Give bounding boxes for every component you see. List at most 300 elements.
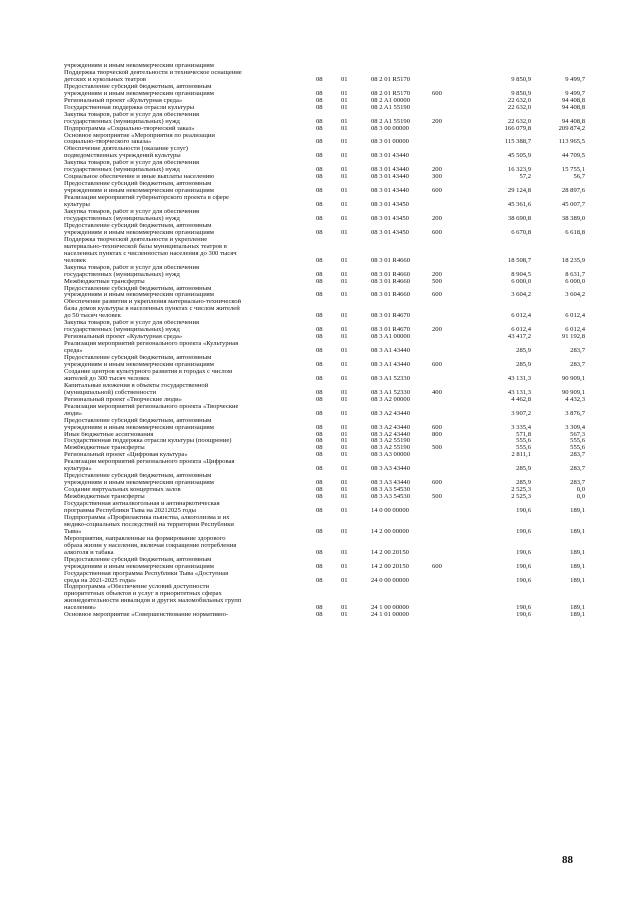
table-row	[64, 501, 599, 515]
expense-type-cell	[432, 584, 464, 612]
table-row	[64, 473, 599, 487]
section-code-cell: 08	[316, 423, 323, 431]
section-code-cell: 08	[316, 104, 323, 111]
sum-second-cell: 91 192,8	[561, 334, 585, 341]
section-code-cell: 08	[316, 347, 323, 355]
sum-first-cell: 3 907,2	[511, 409, 531, 417]
sum-first-cell: 190,6	[516, 527, 531, 535]
subsection-code-cell: 01	[341, 388, 348, 396]
expense-type-cell	[432, 237, 464, 265]
sum-second-cell: 113 965,5	[558, 138, 585, 146]
expense-type-cell	[432, 146, 464, 160]
row-name-cell: Социальное обеспечение и иные выплаты населению	[64, 174, 215, 181]
table-row	[64, 452, 599, 459]
subsection-code-cell: 01	[341, 562, 348, 570]
table-row	[64, 571, 599, 585]
section-code-cell: 08	[316, 256, 323, 264]
row-name-cell: Государственная антиалкогольная и антинаркотическая программа Республики Тыва на 20212025 годы	[64, 501, 220, 514]
sum-first-cell: 190,6	[516, 612, 531, 619]
target-article-cell: 08 3 01 43450	[371, 228, 409, 236]
target-article-cell: 08 3 A3 54530	[371, 487, 411, 494]
sum-second-cell: 15 755,1	[561, 166, 585, 174]
expense-type-cell	[432, 452, 464, 459]
subsection-code-cell: 01	[341, 604, 348, 612]
target-article-cell: 14 0 00 00000	[371, 507, 409, 514]
sum-first-cell: 6 012,4	[511, 312, 531, 320]
row-name-cell: Закупка товаров, работ и услуг для обеспечения государственных (муниципальных) нужд	[64, 160, 200, 174]
target-article-cell	[371, 63, 432, 70]
section-code-cell: 08	[316, 89, 323, 97]
sum-first-cell: 45 361,6	[507, 201, 531, 209]
section-code-cell: 08	[316, 75, 323, 83]
expense-type-cell: 600	[432, 479, 442, 487]
subsection-code-cell: 01	[341, 507, 348, 514]
sum-first-cell: 285,9	[516, 360, 531, 368]
table-row	[64, 265, 599, 279]
table-row	[64, 369, 599, 383]
row-name-cell: Реализация мероприятий регионального проекта «Творческие люди»	[64, 403, 239, 417]
sum-first-cell: 57,2	[519, 174, 531, 181]
sum-first-cell: 285,9	[516, 347, 531, 355]
sum-first-cell: 190,6	[516, 562, 531, 570]
section-code-cell: 08	[316, 604, 323, 612]
expense-type-cell	[432, 299, 464, 320]
expense-type-cell	[432, 133, 464, 147]
expense-type-cell: 200	[432, 166, 442, 174]
sum-first-cell: 6 670,8	[511, 228, 531, 236]
expense-type-cell	[432, 571, 464, 585]
subsection-code-cell: 01	[341, 347, 348, 355]
table-row	[64, 70, 599, 84]
row-name-cell: Предоставление субсидий бюджетным, автономным учреждениям и иным некоммерческим организациям	[64, 473, 214, 487]
target-article-cell: 08 3 A1 00000	[371, 334, 411, 341]
subsection-code-cell: 01	[341, 487, 348, 494]
expense-type-cell	[432, 612, 464, 619]
row-name-cell: Основное мероприятие «Мероприятия по реализации социально-творческого заказа»	[64, 132, 215, 146]
section-code-cell: 08	[316, 396, 323, 403]
sum-first-cell: 45 505,9	[507, 152, 531, 160]
section-code-cell: 08	[316, 438, 323, 445]
sum-first-cell: 555,6	[516, 438, 531, 445]
expense-type-cell	[432, 126, 464, 133]
section-code-cell: 08	[316, 374, 323, 382]
expense-type-cell	[432, 501, 464, 515]
table-row	[64, 320, 599, 334]
sum-second-cell: 283,7	[570, 452, 585, 459]
section-code-cell: 08	[316, 152, 323, 160]
sum-first-cell: 43 417,2	[507, 334, 531, 341]
table-row	[64, 418, 599, 432]
expense-type-cell	[432, 63, 464, 70]
section-code-cell: 08	[316, 612, 323, 619]
target-article-cell: 08 3 A2 00000	[371, 396, 411, 403]
row-name-cell: Предоставление субсидий бюджетным, автономным учреждениям и иным некоммерческим организациям	[64, 285, 214, 299]
section-code-cell: 08	[316, 360, 323, 368]
budget-table-body	[64, 63, 599, 619]
expense-type-cell	[432, 397, 464, 404]
target-article-cell: 08 2 01 R5170	[371, 75, 411, 83]
subsection-code-cell: 01	[341, 125, 348, 132]
table-row	[64, 494, 599, 501]
row-name-cell: Поддержка творческой деятельности и укрепление материально-технической базы муниципальных театров в населенных пунктах с численностью населения до 300 тысяч человек	[64, 236, 237, 264]
row-name-cell: Региональный проект «Культурная среда»	[64, 97, 183, 104]
expense-type-cell: 200	[432, 214, 442, 222]
sum-first-cell: 8 904,5	[511, 270, 531, 278]
sum-first-cell: 190,6	[516, 576, 531, 584]
target-article-cell: 08 3 01 43450	[371, 214, 409, 222]
sum-second-cell: 18 235,9	[561, 256, 585, 264]
row-name-cell: Закупка товаров, работ и услуг для обеспечения государственных (муниципальных) нужд	[64, 111, 200, 125]
target-article-cell: 24 1 00 00000	[371, 604, 409, 612]
row-name-cell: Государственная поддержка отрасли культуры	[64, 104, 195, 111]
row-name-cell: Закупка товаров, работ и услуг для обеспечения государственных (муниципальных) нужд	[64, 320, 200, 334]
section-code-cell: 08	[316, 270, 323, 278]
section-code-cell: 08	[316, 388, 323, 396]
row-name-cell: Закупка товаров, работ и услуг для обеспечения государственных (муниципальных) нужд	[64, 264, 200, 278]
target-article-cell: 08 3 01 R4660	[371, 278, 411, 285]
sum-second-cell: 4 432,3	[565, 396, 585, 403]
subsection-code-cell: 01	[341, 423, 348, 431]
subsection-code-cell: 01	[341, 214, 348, 222]
target-article-cell: 08 3 01 43450	[371, 201, 409, 209]
table-row	[64, 584, 599, 612]
row-name-cell: Реализация мероприятий регионального проекта «Культурная среда»	[64, 341, 239, 355]
target-article-cell: 08 3 01 43440	[371, 152, 409, 160]
row-name-cell: Капитальные вложения в объекты государственной (муниципальной) собственности	[64, 382, 209, 396]
row-name-cell: Региональный проект «Цифровая культура»	[64, 452, 188, 459]
sum-first-cell: 2 525,3	[511, 487, 531, 494]
sum-second-cell: 3 604,2	[565, 291, 585, 299]
sum-second-cell: 189,1	[570, 612, 585, 619]
table-row	[64, 105, 599, 112]
table-row	[64, 536, 599, 557]
subsection-code-cell: 01	[341, 548, 348, 556]
section-code-cell: 08	[316, 494, 323, 501]
table-row	[64, 383, 599, 397]
sum-second-cell: 94 408,8	[561, 104, 585, 111]
row-name-cell: Реализация мероприятий регионального проекта «Цифровая культура»	[64, 459, 235, 473]
row-name-cell: Межбюджетные трансферты	[64, 494, 145, 501]
sum-first-cell: 38 690,8	[507, 214, 531, 222]
sum-second-cell: 567,3	[570, 431, 585, 438]
target-article-cell: 08 3 01 R4670	[371, 326, 411, 334]
sum-second-cell: 283,7	[570, 347, 585, 355]
sum-first-cell: 190,6	[516, 507, 531, 514]
sum-first-cell: 2 525,3	[511, 494, 531, 501]
row-name-cell: Основное мероприятие «Совершенствование нормативно-	[64, 612, 229, 619]
section-code-cell: 08	[316, 278, 323, 285]
target-article-cell: 24 1 01 00000	[371, 612, 409, 619]
subsection-code-cell: 01	[341, 104, 348, 111]
table-row	[64, 404, 599, 418]
table-row	[64, 174, 599, 181]
sum-first-cell: 16 323,9	[507, 166, 531, 174]
table-row	[64, 146, 599, 160]
subsection-code-cell: 01	[341, 138, 348, 146]
table-row	[64, 341, 599, 355]
sum-second-cell: 283,7	[570, 465, 585, 473]
table-row	[64, 397, 599, 404]
sum-first-cell: 2 811,1	[511, 452, 531, 459]
section-code-cell: 08	[316, 576, 323, 584]
section-code-cell: 08	[316, 201, 323, 209]
expense-type-cell	[432, 404, 464, 418]
subsection-code-cell: 01	[341, 89, 348, 97]
sum-first-cell: 285,9	[516, 465, 531, 473]
sum-second-cell: 94 408,8	[561, 97, 585, 104]
section-code-cell: 08	[316, 548, 323, 556]
table-row	[64, 84, 599, 98]
target-article-cell: 08 3 A2 43440	[371, 423, 411, 431]
sum-first-cell: 190,6	[516, 548, 531, 556]
table-row	[64, 237, 599, 265]
expense-type-cell: 600	[432, 291, 442, 299]
subsection-code-cell: 01	[341, 75, 348, 83]
section-code-cell: 08	[316, 312, 323, 320]
row-name-cell: Подпрограмма «Социально-творческий заказ»	[64, 125, 195, 132]
subsection-code-cell: 01	[341, 479, 348, 487]
sum-first-cell: 22 632,0	[507, 97, 531, 104]
section-code-cell: 08	[316, 326, 323, 334]
table-row	[64, 160, 599, 174]
target-article-cell: 08 3 01 43440	[371, 166, 409, 174]
table-row	[64, 195, 599, 209]
row-name-cell: Обеспечение развития и укрепления материально-технической базы домов культуры в населенных пунктах с числом жителей до 50 тысяч человек	[64, 299, 242, 320]
sum-second-cell: 8 631,7	[565, 270, 585, 278]
table-row	[64, 557, 599, 571]
target-article-cell: 08 3 01 00000	[371, 138, 409, 146]
section-code-cell: 08	[316, 487, 323, 494]
section-code-cell: 08	[316, 562, 323, 570]
sum-second-cell: 555,6	[570, 445, 585, 452]
expense-type-cell: 400	[432, 388, 442, 396]
subsection-code-cell: 01	[341, 291, 348, 299]
target-article-cell: 08 3 A3 43440	[371, 465, 411, 473]
subsection-code-cell: 01	[341, 452, 348, 459]
subsection-code-cell: 01	[341, 360, 348, 368]
row-name-cell: Региональный проект «Культурная среда»	[64, 334, 183, 341]
sum-second-cell: 94 408,8	[561, 117, 585, 125]
table-row	[64, 445, 599, 452]
sum-second-cell: 3 876,7	[565, 409, 585, 417]
target-article-cell: 08 3 00 00000	[371, 125, 409, 132]
row-name-cell: Иные бюджетные ассигнования	[64, 431, 154, 438]
subsection-code-cell: 01	[341, 527, 348, 535]
subsection-code-cell: 01	[341, 445, 348, 452]
table-row	[64, 487, 599, 494]
sum-second-cell: 189,1	[570, 604, 585, 612]
table-row	[64, 432, 599, 439]
expense-type-cell	[432, 487, 464, 494]
expense-type-cell: 600	[432, 89, 442, 97]
sum-first-cell: 166 079,8	[504, 125, 531, 132]
expense-type-cell	[432, 459, 464, 473]
expense-type-cell: 600	[432, 360, 442, 368]
sum-second-cell: 9 499,7	[565, 89, 585, 97]
expense-type-cell: 200	[432, 326, 442, 334]
target-article-cell: 08 2 A1 55190	[371, 117, 411, 125]
expense-type-cell	[432, 334, 464, 341]
expense-type-cell	[432, 438, 464, 445]
sum-second-cell: 9 499,7	[565, 75, 585, 83]
sum-first-cell: 571,8	[516, 431, 531, 438]
section-code-cell: 08	[316, 465, 323, 473]
row-name-cell: Государственная программа Республики Тыва «Доступная среда на 2021-2025 годы»	[64, 570, 229, 584]
section-code-cell: 08	[316, 334, 323, 341]
subsection-code-cell: 01	[341, 465, 348, 473]
subsection-code-cell: 01	[341, 174, 348, 181]
section-code-cell: 08	[316, 117, 323, 125]
expense-type-cell: 300	[432, 174, 442, 181]
target-article-cell: 08 3 A3 54530	[371, 494, 411, 501]
sum-second-cell: 90 909,1	[561, 388, 585, 396]
section-code-cell: 08	[316, 187, 323, 195]
expense-type-cell: 200	[432, 270, 442, 278]
target-article-cell: 08 3 01 R4660	[371, 291, 411, 299]
table-row	[64, 126, 599, 133]
sum-first-cell: 190,6	[516, 604, 531, 612]
table-row	[64, 286, 599, 300]
section-code-cell: 08	[316, 527, 323, 535]
target-article-cell: 08 3 A1 52330	[371, 374, 411, 382]
section-code-cell: 08	[316, 409, 323, 417]
row-name-cell: Предоставление субсидий бюджетным, автономным учреждениям и иным некоммерческим организациям	[64, 83, 214, 97]
subsection-code-cell: 01	[341, 270, 348, 278]
subsection-code-cell: 01	[341, 97, 348, 104]
sum-second-cell: 189,1	[570, 576, 585, 584]
expense-type-cell	[432, 98, 464, 105]
sum-first-cell: 22 632,0	[507, 104, 531, 111]
subsection-code-cell: 01	[341, 438, 348, 445]
sum-second-cell: 0,0	[576, 487, 585, 494]
sum-second-cell: 6 012,4	[565, 312, 585, 320]
expense-type-cell	[432, 515, 464, 536]
section-code-cell	[316, 63, 341, 70]
section-code-cell: 08	[316, 445, 323, 452]
subsection-code-cell	[341, 63, 371, 70]
subsection-code-cell: 01	[341, 117, 348, 125]
subsection-code-cell: 01	[341, 312, 348, 320]
page-number: 88	[562, 854, 573, 866]
row-name-cell: Закупка товаров, работ и услуг для обеспечения государственных (муниципальных) нужд	[64, 209, 200, 222]
subsection-code-cell: 01	[341, 152, 348, 160]
sum-second-cell: 28 897,6	[561, 187, 585, 195]
section-code-cell: 08	[316, 479, 323, 487]
sum-second-cell: 56,7	[573, 174, 585, 181]
row-name-cell: Создание виртуальных концертных залов	[64, 487, 181, 494]
sum-second-cell	[531, 63, 599, 70]
section-code-cell: 08	[316, 97, 323, 104]
target-article-cell: 14 2 00 20150	[371, 548, 409, 556]
target-article-cell: 08 3 A1 43440	[371, 347, 411, 355]
sum-first-cell: 29 124,8	[507, 187, 531, 195]
sum-second-cell: 0,0	[576, 494, 585, 501]
expense-type-cell: 500	[432, 445, 442, 452]
expense-type-cell: 600	[432, 187, 442, 195]
sum-first-cell: 9 850,9	[511, 75, 531, 83]
row-name-cell: Межбюджетные трансферты	[64, 278, 145, 285]
target-article-cell: 14 2 00 00000	[371, 527, 409, 535]
section-code-cell: 08	[316, 125, 323, 132]
sum-first-cell: 555,6	[516, 445, 531, 452]
subsection-code-cell: 01	[341, 201, 348, 209]
sum-first-cell: 4 462,8	[511, 396, 531, 403]
table-row	[64, 209, 599, 223]
sum-second-cell: 6 012,4	[565, 326, 585, 334]
section-code-cell: 08	[316, 138, 323, 146]
expense-type-cell: 600	[432, 562, 442, 570]
row-name-cell: Предоставление субсидий бюджетным, автономным учреждениям и иным некоммерческим организациям	[64, 417, 214, 431]
target-article-cell: 08 3 A1 52330	[371, 388, 411, 396]
subsection-code-cell: 01	[341, 494, 348, 501]
target-article-cell: 08 3 01 43440	[371, 187, 409, 195]
row-name-cell: учреждениям и иным некоммерческим организациям	[64, 63, 214, 69]
sum-second-cell: 555,6	[570, 438, 585, 445]
target-article-cell: 08 3 01 R4670	[371, 312, 411, 320]
row-name-cell: Предоставление субсидий бюджетным, автономным учреждениям и иным некоммерческим организациям	[64, 181, 214, 195]
table-row	[64, 63, 599, 70]
subsection-code-cell: 01	[341, 409, 348, 417]
expense-type-cell	[432, 70, 464, 84]
sum-second-cell: 283,7	[570, 360, 585, 368]
sum-second-cell: 189,1	[570, 562, 585, 570]
sum-second-cell: 283,7	[570, 479, 585, 487]
target-article-cell: 24 0 00 00000	[371, 576, 409, 584]
sum-second-cell: 6 618,8	[565, 228, 585, 236]
subsection-code-cell: 01	[341, 256, 348, 264]
row-name-cell: Межбюджетные трансферты	[64, 445, 145, 452]
row-name-cell: Предоставление субсидий бюджетным, автономным учреждениям и иным некоммерческим организациям	[64, 355, 214, 368]
sum-first-cell: 285,9	[516, 479, 531, 487]
expense-type-cell: 600	[432, 423, 442, 431]
sum-second-cell: 189,1	[570, 548, 585, 556]
target-article-cell: 08 3 A1 43440	[371, 360, 411, 368]
expense-type-cell	[432, 105, 464, 112]
target-article-cell: 08 3 A3 00000	[371, 452, 411, 459]
sum-first-cell: 115 388,7	[504, 138, 531, 146]
row-name-cell: Мероприятия, направленные на формирование здорового образа жизни у населения, включая сокращение потребления алкоголя и табака	[64, 535, 237, 556]
target-article-cell: 08 3 A2 43440	[371, 409, 411, 417]
section-code-cell: 08	[316, 214, 323, 222]
row-name-cell: Региональный проект «Творческие люди»	[64, 396, 182, 403]
sum-first-cell: 9 850,9	[511, 89, 531, 97]
sum-second-cell: 189,1	[570, 527, 585, 535]
table-row	[64, 299, 599, 320]
expense-type-cell: 800	[432, 431, 442, 438]
target-article-cell: 08 3 A2 43440	[371, 431, 411, 438]
expense-type-cell: 200	[432, 117, 442, 125]
section-code-cell: 08	[316, 228, 323, 236]
row-name-cell: Реализация мероприятий губернаторского проекта в сфере культуры	[64, 195, 229, 209]
target-article-cell: 08 3 01 R4660	[371, 270, 411, 278]
table-row	[64, 612, 599, 619]
row-name-cell: Обеспечение деятельности (оказание услуг) подведомственных учреждений культуры	[64, 146, 189, 160]
subsection-code-cell: 01	[341, 187, 348, 195]
sum-first-cell: 43 131,3	[507, 374, 531, 382]
sum-second-cell: 3 309,4	[565, 423, 585, 431]
expense-type-cell	[432, 536, 464, 557]
sum-second-cell: 90 909,1	[561, 374, 585, 382]
subsection-code-cell: 01	[341, 228, 348, 236]
sum-first-cell: 43 131,3	[507, 388, 531, 396]
expense-type-cell	[432, 195, 464, 209]
subsection-code-cell: 01	[341, 374, 348, 382]
section-code-cell: 08	[316, 291, 323, 299]
sum-second-cell: 38 389,0	[561, 214, 585, 222]
sum-first-cell: 18 508,7	[507, 256, 531, 264]
table-row	[64, 438, 599, 445]
subsection-code-cell: 01	[341, 278, 348, 285]
